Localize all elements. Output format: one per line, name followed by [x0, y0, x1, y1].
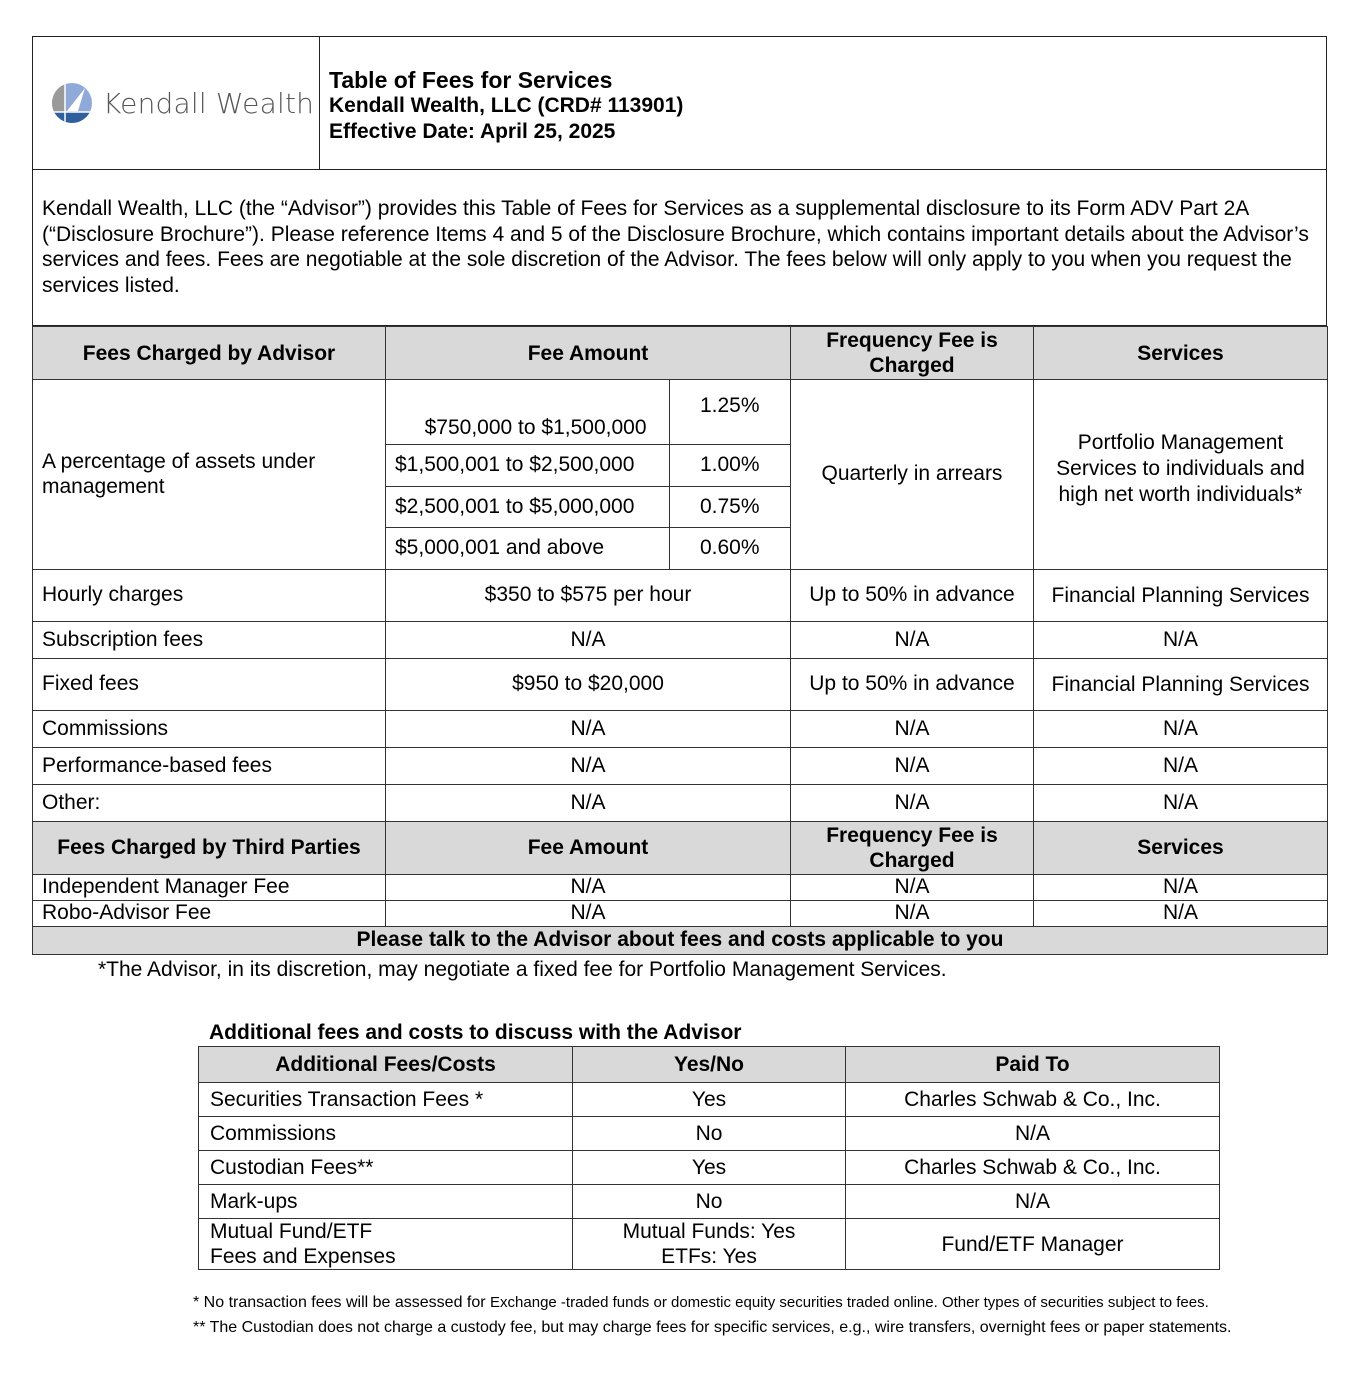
row-label: Performance-based fees — [33, 747, 386, 784]
fee-services: Financial Planning Services — [1034, 658, 1328, 710]
additional-header-row — [199, 1047, 1220, 1083]
fee-row — [33, 658, 1328, 710]
additional-row — [199, 1083, 1220, 1117]
paid-to: Charles Schwab & Co., Inc. — [846, 1151, 1220, 1185]
yes-no: Yes — [573, 1151, 846, 1185]
tier-row — [386, 445, 790, 487]
tier-range: $5,000,001 and above — [395, 536, 605, 560]
footnote-prefix: * No transaction fees will be assessed for — [193, 1294, 491, 1311]
yes-no: No — [573, 1117, 846, 1151]
tier-row — [386, 528, 790, 569]
fee-services: Financial Planning Services — [1034, 569, 1328, 621]
advisor-fees-table — [32, 326, 1328, 955]
row-label: Independent Manager Fee — [33, 874, 386, 900]
paid-to: N/A — [846, 1117, 1220, 1151]
title-block — [320, 37, 1326, 169]
effective-date: Effective Date: April 25, 2025 — [329, 120, 616, 143]
col-header: Paid To — [846, 1047, 1220, 1083]
fee-services: N/A — [1034, 621, 1328, 658]
additional-row — [199, 1219, 1220, 1270]
yes-no-line: ETFs: Yes — [661, 1245, 757, 1268]
fee-services: N/A — [1034, 710, 1328, 747]
firm-name: Kendall Wealth, LLC (CRD# 113901) — [329, 94, 684, 117]
footnote-rest: Exchange -traded funds or domestic equity securities traded online. Other types of securities subject to fees. — [490, 1294, 1209, 1311]
yes-no-line: Mutual Funds: Yes — [622, 1220, 796, 1243]
document-title: Table of Fees for Services — [329, 67, 613, 93]
fee-frequency: N/A — [791, 784, 1034, 821]
fee-frequency: Up to 50% in advance — [791, 658, 1034, 710]
third-party-row — [33, 874, 1328, 900]
fee-amount: N/A — [386, 900, 791, 926]
tier-rate: 0.60% — [669, 528, 790, 569]
fee-item-line: Fees and Expenses — [210, 1245, 396, 1268]
fee-frequency: Up to 50% in advance — [791, 569, 1034, 621]
aum-row — [33, 380, 1328, 570]
row-label: Other: — [33, 784, 386, 821]
fee-item — [199, 1219, 573, 1270]
col-header: Fee Amount — [386, 821, 791, 874]
row-label: Robo-Advisor Fee — [33, 900, 386, 926]
tier-rate: 1.25% — [669, 380, 790, 445]
paid-to: Fund/ETF Manager — [846, 1219, 1220, 1270]
tier-row — [386, 380, 790, 445]
row-label: A percentage of assets under management — [33, 380, 386, 570]
fee-row — [33, 747, 1328, 784]
intro-paragraph: Kendall Wealth, LLC (the “Advisor”) provides this Table of Fees for Services as a supplemental disclosure to its Form ADV Part 2A (“Disclosure Brochure”). Please reference Items 4 and 5 of the Disclosure Brochure, which contains important details about the Advisor’s services and fees. Fees are negotiable at the sole discretion of the Advisor. The fees below will only apply to you when you request the services listed. — [32, 170, 1327, 326]
tier-rate: 1.00% — [669, 445, 790, 487]
banner-row — [33, 926, 1328, 954]
tier-range: $2,500,001 to $5,000,000 — [386, 486, 669, 528]
aum-services: Portfolio Management Services to individuals and high net worth individuals* — [1034, 380, 1328, 570]
footnote-single-asterisk — [193, 1293, 1209, 1312]
paid-to: N/A — [846, 1185, 1220, 1219]
fee-frequency: N/A — [791, 900, 1034, 926]
tier-row — [386, 486, 790, 528]
fee-frequency: N/A — [791, 747, 1034, 784]
fee-item-line: Mutual Fund/ETF — [210, 1220, 373, 1243]
col-header: Fees Charged by Advisor — [33, 327, 386, 380]
fee-services: N/A — [1034, 874, 1328, 900]
fee-item: Securities Transaction Fees * — [199, 1083, 573, 1117]
additional-fees-table — [198, 1046, 1220, 1270]
col-header: Additional Fees/Costs — [199, 1047, 573, 1083]
fee-amount: N/A — [386, 621, 791, 658]
col-header: Services — [1034, 327, 1328, 380]
pm-footnote: *The Advisor, in its discretion, may negotiate a fixed fee for Portfolio Management Services. — [98, 957, 947, 981]
fee-document — [32, 36, 1327, 982]
col-header: Yes/No — [573, 1047, 846, 1083]
fee-amount: N/A — [386, 874, 791, 900]
fee-services: N/A — [1034, 784, 1328, 821]
kendall-wealth-logo-icon — [51, 82, 93, 124]
fee-amount: N/A — [386, 784, 791, 821]
fee-row — [33, 569, 1328, 621]
col-header: Fees Charged by Third Parties — [33, 821, 386, 874]
tier-range: $1,500,001 to $2,500,000 — [386, 445, 669, 487]
fee-item: Commissions — [199, 1117, 573, 1151]
advisor-header-row — [33, 327, 1328, 380]
row-label: Hourly charges — [33, 569, 386, 621]
tier-rate: 0.75% — [669, 486, 790, 528]
row-label: Subscription fees — [33, 621, 386, 658]
yes-no — [573, 1219, 846, 1270]
additional-fees-title: Additional fees and costs to discuss with the Advisor — [209, 1021, 742, 1044]
fee-frequency: N/A — [791, 710, 1034, 747]
col-header: Services — [1034, 821, 1328, 874]
fee-services: N/A — [1034, 900, 1328, 926]
additional-row — [199, 1151, 1220, 1185]
talk-to-advisor-banner: Please talk to the Advisor about fees and costs applicable to you — [33, 926, 1328, 954]
additional-row — [199, 1117, 1220, 1151]
third-party-row — [33, 900, 1328, 926]
footnote-double-asterisk: ** The Custodian does not charge a custody fee, but may charge fees for specific services, e.g., wire transfers, overnight fees or paper statements. — [193, 1319, 1232, 1336]
aum-frequency: Quarterly in arrears — [791, 380, 1034, 570]
yes-no: No — [573, 1185, 846, 1219]
logo-text: Kendall Wealth — [103, 86, 315, 120]
logo — [33, 37, 320, 169]
fee-amount: $950 to $20,000 — [386, 658, 791, 710]
fee-services: N/A — [1034, 747, 1328, 784]
col-header: Frequency Fee is Charged — [791, 821, 1034, 874]
aum-tiers — [386, 380, 791, 570]
fee-amount: $350 to $575 per hour — [386, 569, 791, 621]
fee-row — [33, 710, 1328, 747]
col-header: Fee Amount — [386, 327, 791, 380]
additional-row — [199, 1185, 1220, 1219]
fee-item: Mark-ups — [199, 1185, 573, 1219]
fee-row — [33, 621, 1328, 658]
third-party-header-row — [33, 821, 1328, 874]
tier-range: $750,000 to $1,500,000 — [386, 380, 669, 445]
fee-frequency: N/A — [791, 621, 1034, 658]
col-header: Frequency Fee is Charged — [791, 327, 1034, 380]
document-header — [32, 36, 1327, 170]
fee-amount: N/A — [386, 710, 791, 747]
paid-to: Charles Schwab & Co., Inc. — [846, 1083, 1220, 1117]
fee-item: Custodian Fees** — [199, 1151, 573, 1185]
yes-no: Yes — [573, 1083, 846, 1117]
row-label: Commissions — [33, 710, 386, 747]
fee-amount: N/A — [386, 747, 791, 784]
fee-frequency: N/A — [791, 874, 1034, 900]
fee-row — [33, 784, 1328, 821]
row-label: Fixed fees — [33, 658, 386, 710]
